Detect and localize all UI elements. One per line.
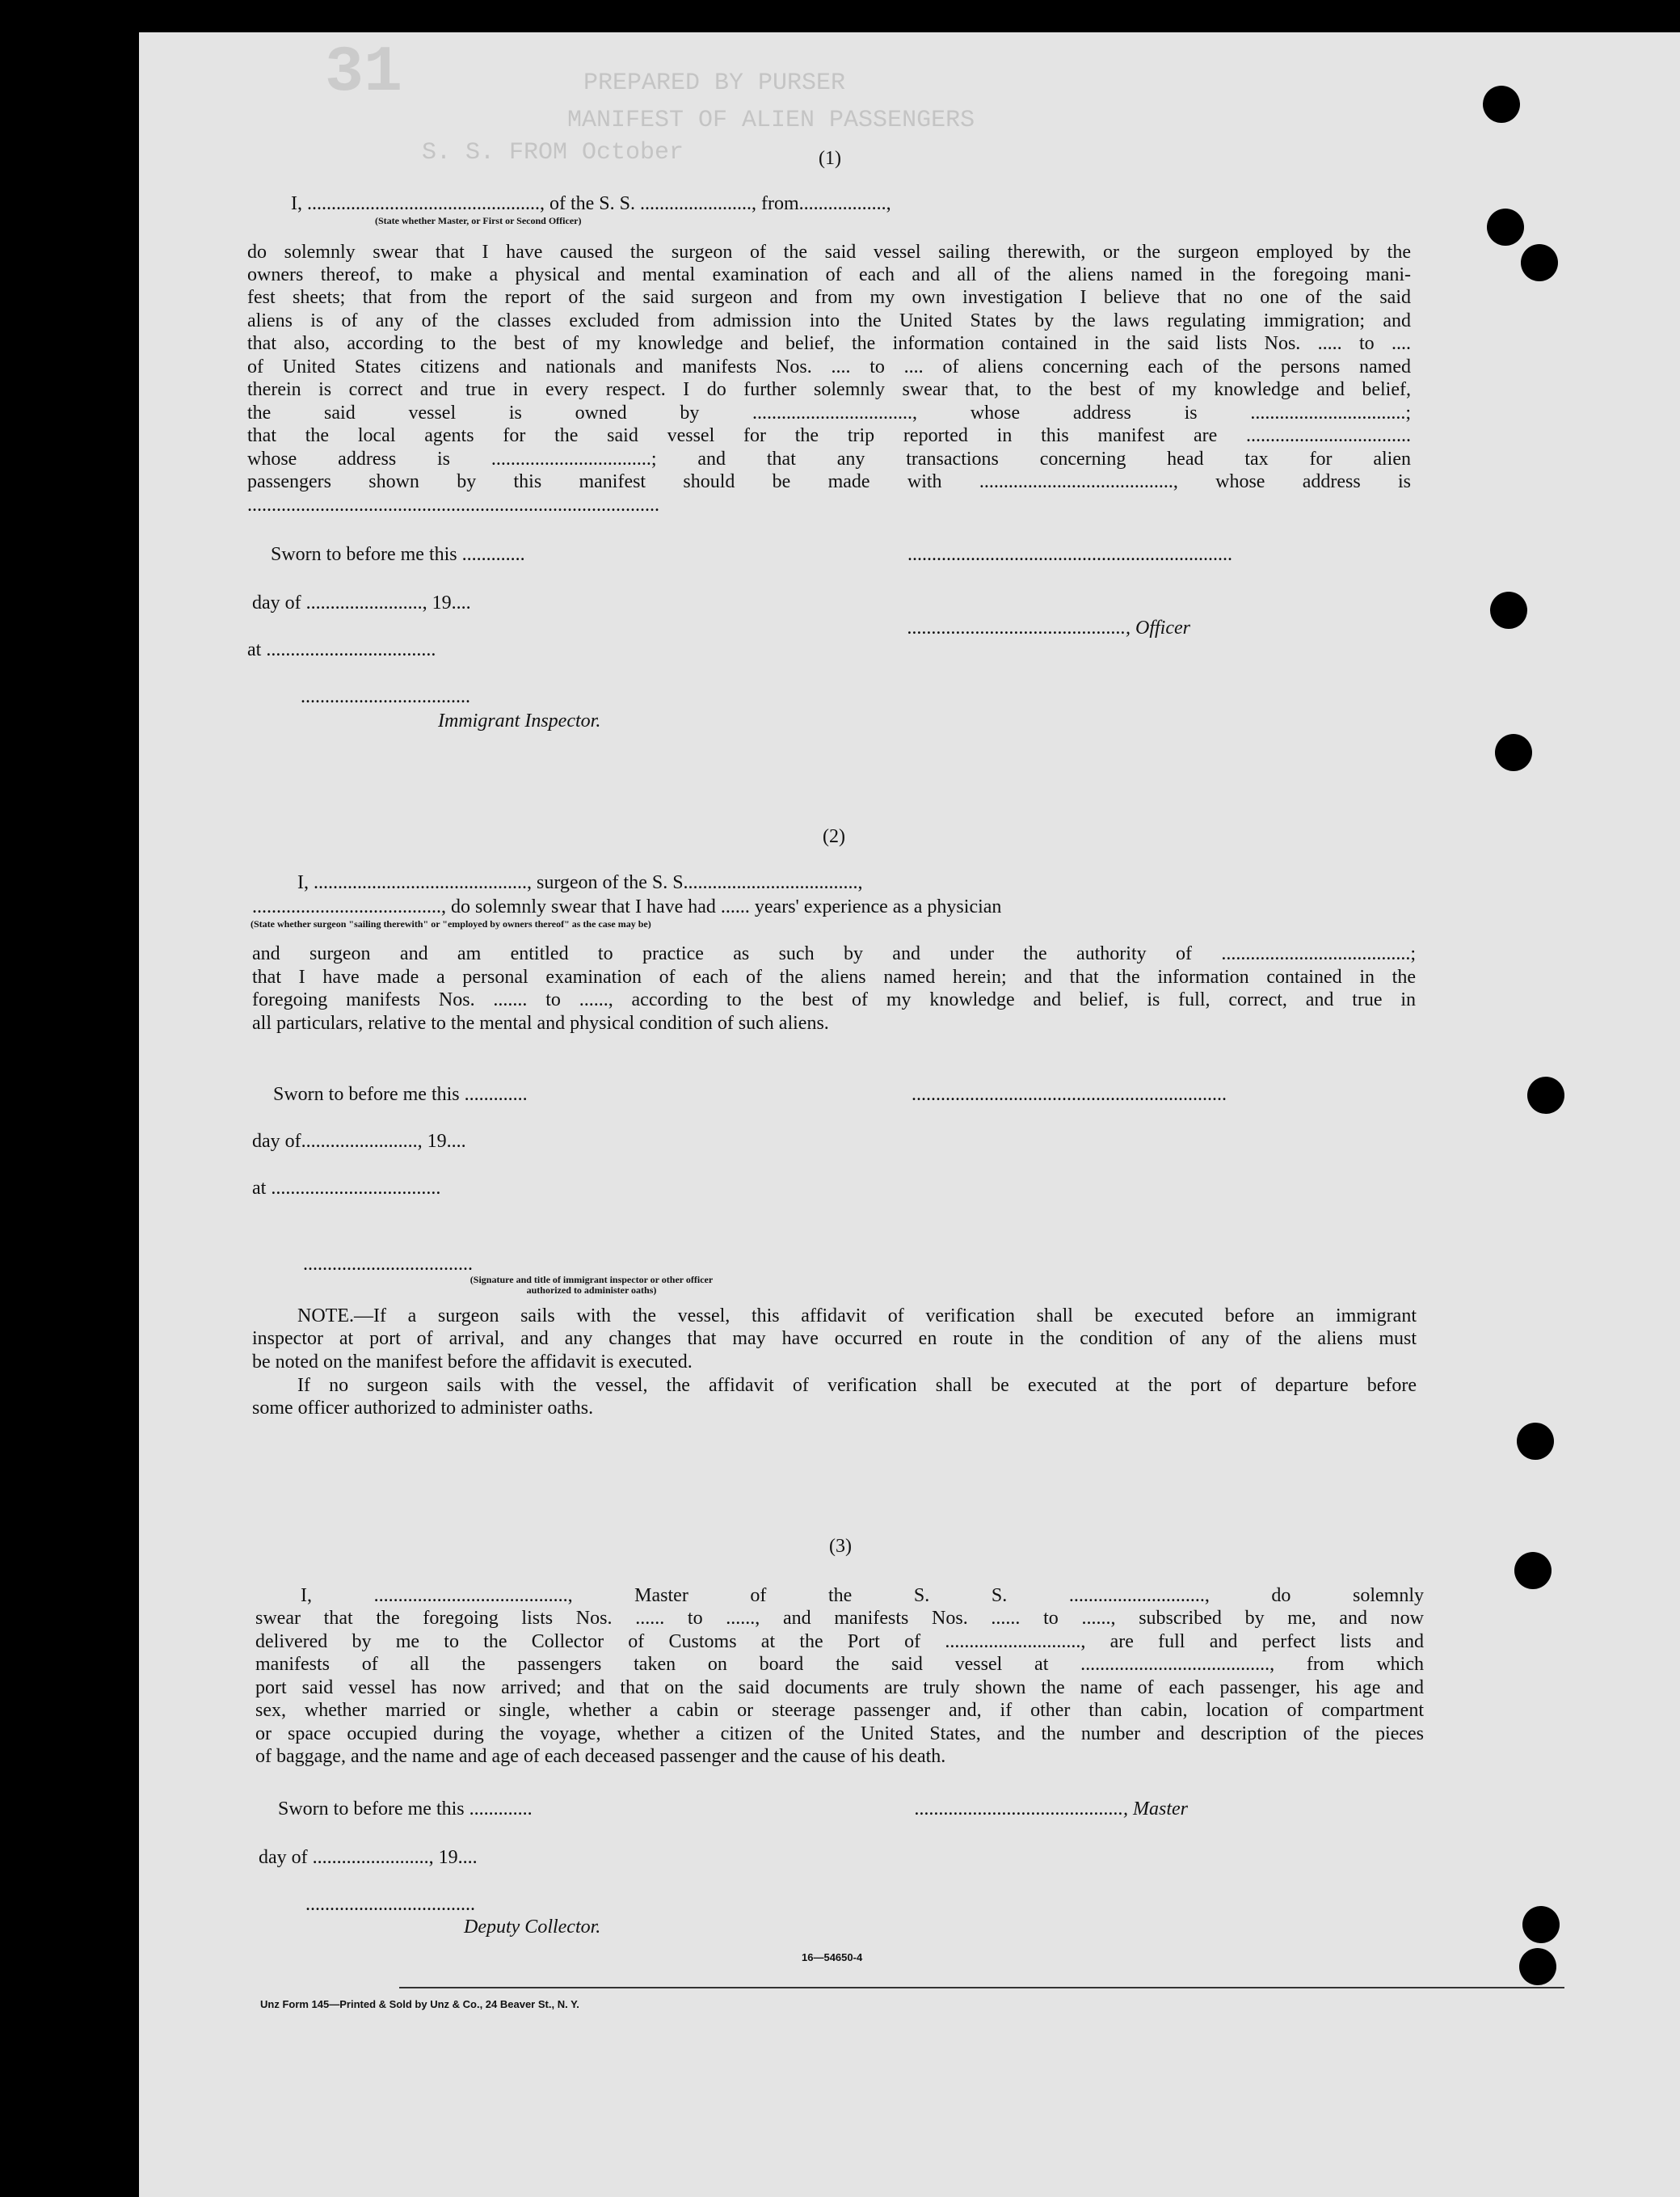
- punch-hole-icon: [1483, 86, 1520, 123]
- punch-hole-icon: [1519, 1948, 1556, 1985]
- ghost-line: S. S. FROM October: [422, 139, 684, 167]
- section-1-day: day of ........................, 19....: [252, 592, 471, 614]
- section-3-master-signature: ..........................................., Master: [915, 1799, 1188, 1820]
- section-2-surgeon-line: I, ............................................, surgeon of the S. S....................................,: [297, 872, 863, 893]
- para-line: inspector at port of arrival, and any changes that may have occurred en route in the condition of any of the aliens must: [252, 1328, 1417, 1349]
- para-line: that also, according to the best of my knowledge and belief, the information contained in the said lists Nos. ..... to ....: [247, 333, 1411, 354]
- section-2-signature-line: ...................................: [303, 1254, 473, 1275]
- printer-footer: Unz Form 145—Printed & Sold by Unz & Co., 24 Beaver St., N. Y.: [260, 1998, 579, 2010]
- section-2-experience-line: ......................................., do solemnly swear that I have had ...... years' experience as a physician: [252, 896, 1002, 917]
- bleed-through-text: [325, 36, 1133, 186]
- para-line: that I have made a personal examination of each of the aliens named herein; and that the information contained in the: [252, 967, 1416, 988]
- para-line: some officer authorized to administer oaths.: [252, 1398, 594, 1419]
- section-2-day: day of........................, 19....: [252, 1131, 466, 1152]
- para-line: swear that the foregoing lists Nos. ...... to ......, and manifests Nos. ...... to ......, subscribed by me, and now: [255, 1608, 1424, 1629]
- section-1-sworn: Sworn to before me this .............: [271, 544, 525, 565]
- para-line: foregoing manifests Nos. ....... to ......, according to the best of my knowledge and belief, is full, correct, and true in: [252, 989, 1416, 1010]
- para-line: do solemnly swear that I have caused the surgeon of the said vessel sailing therewith, or the surgeon employed by the: [247, 242, 1411, 263]
- section-3-heading: (3): [829, 1536, 852, 1557]
- section-2-at: at ...................................: [252, 1178, 441, 1199]
- section-3-deputy-line: ...................................: [305, 1894, 475, 1915]
- footer-divider: [399, 1987, 1564, 1988]
- para-line: aliens is of any of the classes excluded from admission into the United States by the laws regulating immigration; and: [247, 310, 1411, 331]
- section-1-inspector-title: Immigrant Inspector.: [438, 711, 601, 732]
- section-1-officer-signature: ............................................., Officer: [907, 618, 1190, 639]
- para-line: whose address is .................................; and that any transactions concerning head tax for alien: [247, 449, 1411, 470]
- para-line: If no surgeon sails with the vessel, the affidavit of verification shall be executed at the port of departure before: [297, 1375, 1417, 1396]
- para-line: the said vessel is owned by ................................., whose address is ................................;: [247, 403, 1411, 424]
- punch-hole-icon: [1527, 1077, 1564, 1114]
- para-line: passengers shown by this manifest should be made with ........................................, whose address is: [247, 471, 1411, 492]
- para-line: of United States citizens and nationals and manifests Nos. .... to .... of aliens concerning each of the persons named: [247, 356, 1411, 377]
- para-line: of baggage, and the name and age of each deceased passenger and the cause of his death.: [255, 1746, 946, 1767]
- punch-hole-icon: [1514, 1552, 1552, 1589]
- para-line: and surgeon and am entitled to practice as such by and under the authority of .......................................;: [252, 943, 1416, 964]
- para-line: owners thereof, to make a physical and mental examination of each and all of the aliens named in the foregoing mani-: [247, 264, 1411, 285]
- section-1-officer-note: (State whether Master, or First or Second Officer): [375, 215, 582, 226]
- para-line: fest sheets; that from the report of the said surgeon and from my own investigation I believe that no one of the said: [247, 287, 1411, 308]
- section-3-day: day of ........................, 19....: [259, 1847, 478, 1868]
- para-line: all particulars, relative to the mental and physical condition of such aliens.: [252, 1013, 829, 1034]
- para-line: sex, whether married or single, whether a cabin or steerage passenger and, if other than cabin, location of compartment: [255, 1700, 1424, 1721]
- section-2-signature-note: (Signature and title of immigrant inspector or other officer authorized to administer oaths): [469, 1274, 714, 1296]
- section-1-sworn-signature-line: ...................................................................: [907, 544, 1232, 565]
- para-line: or space occupied during the voyage, whether a citizen of the United States, and the number and description of the pieces: [255, 1723, 1424, 1744]
- para-line: therein is correct and true in every respect. I do further solemnly swear that, to the best of my knowledge and belief,: [247, 379, 1411, 400]
- document-page: [139, 32, 1680, 2197]
- section-2-heading: (2): [823, 826, 845, 847]
- para-line: I, ........................................, Master of the S. S. ............................, do solemnly: [301, 1585, 1424, 1606]
- ghost-line: PREPARED BY PURSER: [583, 70, 846, 97]
- para-line: manifests of all the passengers taken on board the said vessel at ......................................., from which: [255, 1654, 1424, 1675]
- para-line: NOTE.—If a surgeon sails with the vessel, this affidavit of verification shall be executed before an immigrant: [297, 1305, 1417, 1326]
- ghost-line: MANIFEST OF ALIEN PASSENGERS: [567, 107, 975, 134]
- section-3-deputy-title: Deputy Collector.: [464, 1917, 601, 1938]
- section-1-at: at ...................................: [247, 639, 436, 660]
- para-line: .....................................................................................: [247, 495, 659, 516]
- form-number: 16—54650-4: [802, 1951, 863, 1963]
- section-2-sworn-signature-line: .................................................................: [912, 1084, 1227, 1105]
- section-1-inspector-line: ...................................: [301, 686, 470, 707]
- para-line: be noted on the manifest before the affidavit is executed.: [252, 1352, 693, 1373]
- section-2-sworn: Sworn to before me this .............: [273, 1084, 528, 1105]
- para-line: port said vessel has now arrived; and that on the said documents are truly shown the name of each passenger, his age and: [255, 1677, 1424, 1698]
- punch-hole-icon: [1495, 734, 1532, 771]
- punch-hole-icon: [1487, 209, 1524, 246]
- punch-hole-icon: [1522, 1906, 1560, 1943]
- para-line: delivered by me to the Collector of Customs at the Port of ............................, are full and perfect lists and: [255, 1631, 1424, 1652]
- punch-hole-icon: [1521, 244, 1558, 281]
- para-line: that the local agents for the said vessel for the trip reported in this manifest are ..................................: [247, 425, 1411, 446]
- section-1-officer-line: I, ................................................, of the S. S. ......................., from..................,: [291, 193, 891, 214]
- punch-hole-icon: [1490, 592, 1527, 629]
- section-1-heading: (1): [819, 148, 841, 169]
- ghost-page-number: 31: [325, 36, 403, 110]
- section-2-surgeon-note: (State whether surgeon "sailing therewith" or "employed by owners thereof" as the case may be): [251, 918, 651, 930]
- punch-hole-icon: [1517, 1423, 1554, 1460]
- section-3-sworn: Sworn to before me this .............: [278, 1799, 533, 1820]
